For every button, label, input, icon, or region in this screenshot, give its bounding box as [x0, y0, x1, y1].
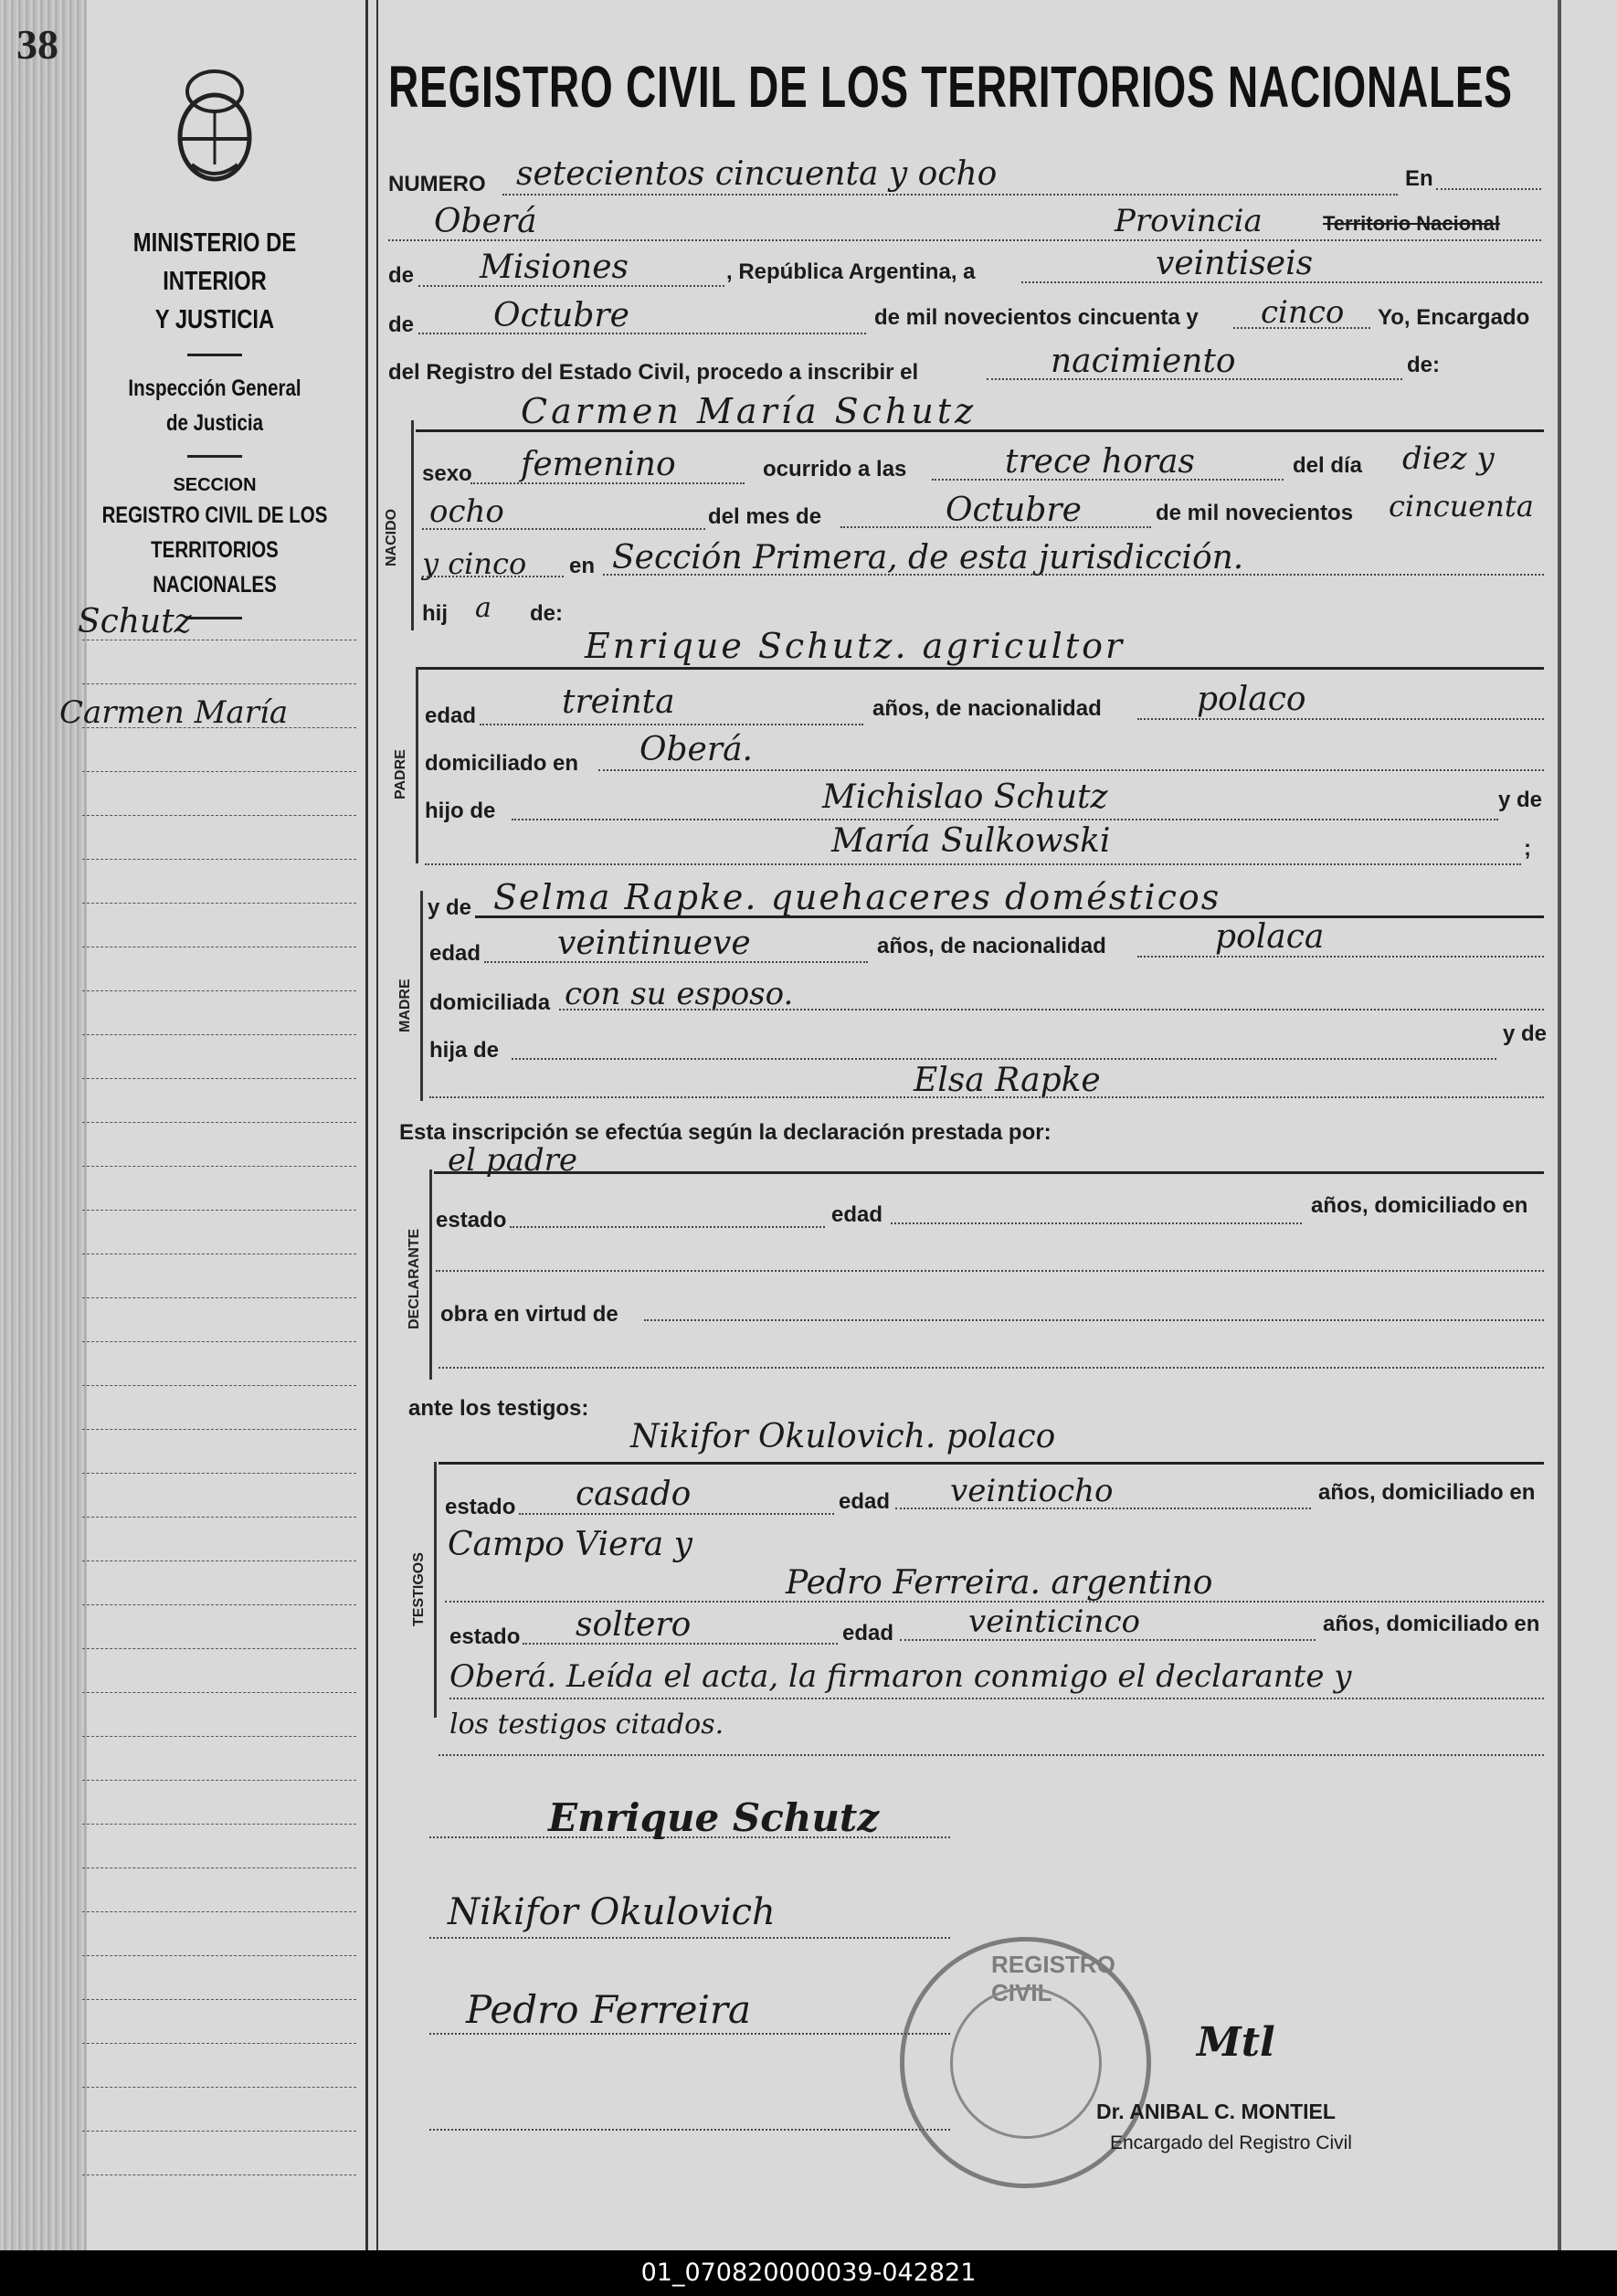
padre-semicolon: ;: [1524, 836, 1531, 861]
margin-rule: [82, 1955, 356, 1956]
margin-rule: [82, 1297, 356, 1298]
dotted-line: [932, 479, 1284, 481]
dotted-line: [425, 863, 1521, 865]
margin-rule: [82, 903, 356, 904]
section-bracket: [416, 667, 418, 863]
t2-edad-label: edad: [842, 1621, 894, 1645]
divider: [187, 617, 242, 619]
lugar-value: Sección Primera, de esta jurisdicción.: [612, 539, 1244, 577]
padre-edad-label: edad: [425, 704, 477, 728]
numero-label: NUMERO: [388, 172, 486, 196]
signature-line: [429, 2033, 950, 2035]
dotted-line: [603, 574, 1544, 576]
margin-rule: [82, 1473, 356, 1474]
ministry-line-2: Y JUSTICIA: [154, 305, 275, 334]
margin-rule: [82, 815, 356, 816]
padre-domicilio-label: domiciliado en: [425, 751, 579, 776]
dotted-line: [1137, 718, 1544, 720]
padre-side-label: PADRE: [393, 749, 408, 799]
margin-rule: [82, 859, 356, 860]
nacido-side-label: NACIDO: [384, 508, 399, 566]
right-edge-rule: [1558, 0, 1561, 2250]
numero-value: setecientos cincuenta y ocho: [516, 155, 998, 193]
margin-rule: [82, 1078, 356, 1079]
hij-value: a: [475, 592, 491, 624]
dotted-line: [439, 1367, 1544, 1369]
madre-y-de-label-2: y de: [1503, 1021, 1548, 1046]
margin-rule: [82, 1385, 356, 1386]
margin-rule: [82, 1736, 356, 1737]
dotted-line: [436, 1270, 1544, 1272]
column-divider: [365, 0, 368, 2250]
yo-label: Yo, Encargado: [1378, 305, 1530, 330]
margin-rule: [82, 1780, 356, 1781]
declarante-value: el padre: [448, 1142, 577, 1179]
dotted-line: [1137, 956, 1544, 958]
solid-line: [416, 429, 1544, 432]
madre-y-de-label: y de: [428, 895, 472, 920]
sexo-label: sexo: [422, 461, 472, 486]
dotted-line: [502, 194, 1398, 196]
madre-edad-label: edad: [429, 941, 481, 966]
section-bracket: [429, 1169, 432, 1380]
coat-of-arms-icon: [164, 55, 265, 192]
t1-domicilio-value: Campo Viera y: [448, 1526, 692, 1563]
madre-anos-label: años, de nacionalidad: [877, 934, 1106, 958]
year-value: cinco: [1261, 294, 1345, 331]
solid-line: [439, 1462, 1544, 1465]
margin-rule: [82, 1517, 356, 1518]
solid-line: [475, 915, 1544, 918]
t1-edad-label: edad: [839, 1489, 891, 1514]
ministry-line-1: MINISTERIO DE INTERIOR: [132, 228, 297, 296]
padre-edad-value: treinta: [562, 683, 675, 721]
inspection-line-1: Inspección General: [128, 376, 301, 401]
testigo1-value: Nikifor Okulovich. polaco: [630, 1418, 1056, 1455]
month-value: Octubre: [493, 297, 629, 334]
madre-edad-value: veintinueve: [557, 925, 751, 962]
section-label: SECCION: [173, 475, 257, 495]
signature-testigo-1: Nikifor Okulovich: [448, 1891, 776, 1933]
hora-value: trece horas: [1005, 443, 1195, 481]
declaracion-intro: Esta inscripción se efectúa según la declaración prestada por:: [399, 1120, 1052, 1145]
dotted-line: [470, 482, 745, 484]
margin-rule: [82, 2174, 356, 2175]
dotted-line: [480, 724, 863, 725]
madre-name: Selma Rapke. quehaceres domésticos: [493, 877, 1221, 917]
margin-rule: [82, 2131, 356, 2132]
padre-y-de-label: y de: [1498, 788, 1543, 812]
inspection-line-2: de Justicia: [166, 410, 263, 436]
closing-line-a: Oberá. Leída el acta, la firmaron conmigo el declarante y: [449, 1658, 1352, 1695]
divider: [187, 455, 242, 458]
sexo-value: femenino: [521, 446, 676, 483]
padre-father-value: Michislao Schutz: [822, 778, 1108, 816]
margin-surname: Schutz: [78, 603, 192, 640]
left-column: [64, 55, 365, 634]
registrant-name: Carmen María Schutz: [521, 391, 978, 431]
dotted-line: [1436, 188, 1541, 190]
hij-label: hij: [422, 601, 448, 626]
margin-rule: [82, 1341, 356, 1342]
madre-hija-label: hija de: [429, 1038, 500, 1063]
padre-hijo-label: hijo de: [425, 799, 496, 823]
t2-edad-value: veinticinco: [968, 1603, 1140, 1640]
margin-rule: [82, 1999, 356, 2000]
padre-mother-value: María Sulkowski: [831, 822, 1111, 860]
dotted-line: [1021, 281, 1542, 283]
dotted-line: [840, 526, 1151, 528]
dotted-line: [519, 1513, 834, 1515]
dotted-line: [418, 333, 866, 334]
solid-line: [434, 1171, 1544, 1174]
margin-rule: [82, 1867, 356, 1868]
registro-label: del Registro del Estado Civil, procedo a inscribir el: [388, 360, 919, 385]
margin-rule: [82, 2043, 356, 2044]
t2-estado-label: estado: [449, 1624, 521, 1649]
testigos-side-label: TESTIGOS: [411, 1552, 427, 1626]
t1-anos-label: años, domiciliado en: [1318, 1480, 1536, 1505]
signature-declarante: Enrique Schutz: [548, 1795, 880, 1840]
ocurrido-label: ocurrido a las: [763, 457, 907, 481]
dotted-line: [484, 961, 868, 963]
margin-rule: [82, 771, 356, 772]
de-label: de: [388, 263, 415, 288]
mil-label: de mil novecientos: [1156, 501, 1354, 525]
margin-names: Carmen María: [59, 694, 289, 731]
dotted-line: [644, 1319, 1544, 1321]
dotted-line: [422, 576, 564, 577]
padre-name: Enrique Schutz. agricultor: [585, 626, 1126, 666]
year-text-label: de mil novecientos cincuenta y: [874, 305, 1199, 330]
margin-rule: [82, 727, 356, 728]
dotted-line: [429, 1096, 1544, 1098]
en-label: En: [1405, 166, 1433, 191]
dotted-line: [559, 1009, 1544, 1010]
anio-value-b: y cinco: [422, 546, 527, 581]
hij-de-label: de:: [530, 601, 563, 626]
margin-rule: [82, 1122, 356, 1123]
margin-rule: [82, 683, 356, 684]
t2-anos-label: años, domiciliado en: [1323, 1612, 1540, 1636]
t2-estado-value: soltero: [576, 1606, 692, 1644]
declarante-estado-label: estado: [436, 1208, 507, 1233]
declarante-anos-label: años, domiciliado en: [1311, 1193, 1528, 1218]
padre-domicilio-value: Oberá.: [639, 731, 753, 768]
section-bracket: [411, 420, 414, 630]
declarante-edad-label: edad: [831, 1202, 883, 1227]
dotted-line: [445, 1601, 1544, 1603]
madre-side-label: MADRE: [397, 979, 413, 1032]
obra-label: obra en virtud de: [440, 1302, 618, 1327]
mes-value: Octubre: [946, 492, 1082, 529]
en-label: en: [569, 554, 596, 578]
t1-edad-value: veintiocho: [950, 1473, 1114, 1509]
margin-rule: [82, 1692, 356, 1693]
testigo2-value: Pedro Ferreira. argentino: [786, 1564, 1213, 1602]
margin-rule: [82, 2087, 356, 2088]
solid-line: [416, 667, 1544, 670]
madre-domicilio-value: con su esposo.: [565, 976, 794, 1012]
de-label-2: de: [388, 312, 415, 337]
provincia-value: Provincia: [1115, 203, 1263, 239]
padre-anos-label: años, de nacionalidad: [872, 696, 1102, 721]
dotted-line: [1233, 327, 1370, 329]
dotted-line: [598, 769, 1544, 771]
madre-nacionalidad-value: polaca: [1215, 918, 1325, 956]
divider: [187, 354, 242, 356]
dia-value-b: ocho: [429, 493, 504, 530]
closing-line-b: los testigos citados.: [449, 1709, 724, 1741]
dotted-line: [891, 1222, 1302, 1224]
page-number: 38: [16, 21, 58, 68]
dotted-line: [418, 285, 724, 287]
margin-rule: [82, 1648, 356, 1649]
official-name: Dr. ANIBAL C. MONTIEL: [1096, 2100, 1336, 2123]
image-caption: 01_070820000039-042821: [0, 2250, 1617, 2296]
column-divider-inner: [376, 0, 378, 2250]
section-line-2: TERRITORIOS NACIONALES: [151, 537, 279, 598]
margin-rule: [82, 990, 356, 991]
official-title: Encargado del Registro Civil: [1110, 2132, 1352, 2153]
t1-estado-label: estado: [445, 1495, 516, 1519]
dotted-line: [510, 1226, 825, 1228]
signature-testigo-2: Pedro Ferreira: [466, 1987, 752, 2032]
declarante-side-label: DECLARANTE: [407, 1228, 422, 1329]
del-mes-label: del mes de: [708, 504, 822, 529]
section-bracket: [420, 891, 423, 1101]
margin-rule: [82, 1824, 356, 1825]
madre-mother-value: Elsa Rapke: [914, 1062, 1101, 1099]
margin-rule: [82, 1429, 356, 1430]
t1-estado-value: casado: [576, 1476, 692, 1513]
section-bracket: [434, 1462, 437, 1718]
day-value: veintiseis: [1156, 245, 1314, 282]
act-value: nacimiento: [1051, 343, 1236, 380]
seal-text: REGISTRO CIVIL: [991, 1951, 1115, 2006]
dotted-line: [523, 1643, 838, 1645]
dotted-line: [439, 1754, 1544, 1756]
dotted-line: [422, 528, 705, 530]
margin-rule: [82, 1034, 356, 1035]
margin-rule: [82, 1166, 356, 1167]
page-title: REGISTRO CIVIL DE LOS TERRITORIOS NACIONALES: [388, 54, 1513, 120]
dotted-line: [987, 378, 1402, 380]
del-dia-label: del día: [1293, 453, 1363, 478]
dotted-line: [512, 819, 1498, 820]
margin-rule: [82, 1604, 356, 1605]
official-signature: Mtl: [1197, 2019, 1275, 2066]
de-colon: de:: [1407, 353, 1440, 377]
dotted-line: [449, 1698, 1544, 1699]
testigos-intro: ante los testigos:: [408, 1396, 589, 1421]
madre-domicilio-label: domiciliada: [429, 990, 551, 1015]
signature-line: [429, 1937, 950, 1939]
signature-line: [429, 2129, 950, 2131]
dia-value-a: diez y: [1402, 440, 1495, 477]
section-line-1: REGISTRO CIVIL DE LOS: [101, 503, 328, 528]
anio-value-a: cincuenta: [1389, 489, 1534, 524]
place-value: Oberá: [434, 203, 537, 240]
province-value: Misiones: [480, 249, 629, 286]
dotted-line: [900, 1639, 1316, 1641]
dotted-line: [388, 239, 1541, 241]
padre-nacionalidad-value: polaco: [1197, 681, 1306, 718]
seal-inner-ring: [950, 1987, 1102, 2139]
dotted-line: [895, 1508, 1311, 1509]
dotted-line: [512, 1058, 1496, 1060]
margin-rule: [82, 1210, 356, 1211]
margin-rule: [82, 1911, 356, 1912]
territorio-label-struck: Territorio Nacional: [1323, 212, 1500, 235]
republica-label: , República Argentina, a: [726, 259, 976, 284]
